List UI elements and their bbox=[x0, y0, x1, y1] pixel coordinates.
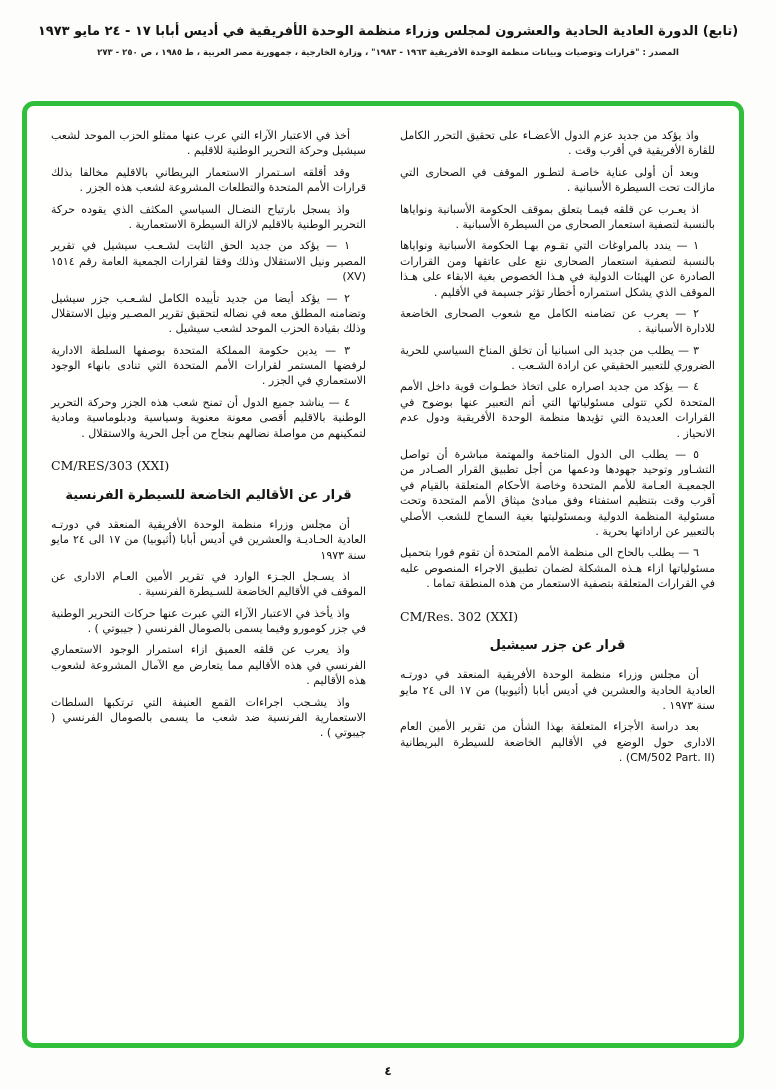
paragraph: ٢ — يؤكد أيضا من جديد تأييده الكامل لشـعـب جزر سيشيل وتضامنه المطلق معه في نضاله لتحقيق تقرير المصـير ونيل الاستقلال وذلك بقيادة الحزب الموحد لشعب سيشيل . bbox=[51, 291, 366, 336]
paragraph: ٣ — يطلب من جديد الى اسبانيا أن تخلق المناخ السياسي للحرية الضروري للتعبير الحقيقي عن ارادة الشـعب . bbox=[400, 343, 715, 373]
resolution-code-302: CM/Res. 302 (XXI) bbox=[400, 608, 519, 624]
page-title: (تابع) الدورة العادية الحادية والعشرون لمجلس وزراء منظمة الوحدة الأفريقية في أديس أبابا ١٧ - ٢٤ مايو ١٩٧٣ bbox=[37, 24, 739, 39]
paragraph: واذ يأخذ في الاعتبار الآراء التي عبرت عنها حركات التحرير الوطنية في جزر كومورو وفيما يسمى بالصومال الفرنسي ( جيبوتي ) . bbox=[51, 606, 366, 636]
page-number: ٤ bbox=[384, 1064, 392, 1078]
resolution-code-303: CM/RES/303 (XXI) bbox=[51, 458, 170, 474]
paragraph: واذ يؤكد من جديد عزم الدول الأعضـاء على تحقيق التحرر الكامل للقارة الأفريقية في أقرب وقت . bbox=[400, 129, 715, 158]
paragraph: أخذ في الاعتبار الآراء التي عرب عنها ممثلو الحزب الموحد لشعب سيشيل وحركة التحرير الوطنية للاقليم . bbox=[51, 129, 366, 158]
paragraph: بعد دراسة الأجزاء المتعلقة بهذا الشأن من تقرير الأمين العام الادارى حول الوضع في الأقاليم الخاضعة للسيطرة البريطانية (CM/502 Part. II) . bbox=[400, 720, 715, 765]
section-heading-french-territories: قرار عن الأقاليم الخاضعة للسيطرة الفرنسية bbox=[65, 487, 352, 503]
paragraph: ١ — يؤكد من جديد الحق الثابت لشـعـب سيشيل في تقرير المصير ونيل الاستقلال وذلك وفقا لقرارات الجمعية العامة رقم ١٥١٤ (XV) bbox=[51, 239, 366, 284]
column-right bbox=[400, 128, 715, 1035]
paragraph: اذ يسـجل الجـزء الوارد في تقرير الأمين العـام الادارى عن الموقف في الأقاليم الخاضعة للسـيطرة الفرنسية . bbox=[51, 569, 366, 599]
paragraph: وبعد أن أولى عناية خاصـة لتطـور الموقف في الصحارى التي مازالت تحت السيطرة الأسبانية . bbox=[400, 165, 715, 195]
paragraph: أن مجلس وزراء منظمة الوحدة الأفريقية المنعقد في دورتـه العادية الحادية والعشرين في أديس أبابا (أثيوبيا) من ١٧ الى ٢٤ مايو سنة ١٩٧٣ . bbox=[400, 668, 716, 713]
two-column-layout bbox=[51, 128, 715, 1035]
paragraph: وقد أقلقه اسـتمرار الاستعمار البريطاني بالاقليم مخالفا بذلك قرارات الأمم المتحدة والتطلعات المشروعة لشعب هذه الجزر . bbox=[51, 165, 366, 195]
paragraph: واذ يعرب عن قلقه العميق ازاء استمرار الوجود الاستعماري الفرنسي في هذه الأقاليم مما يتعارض مع الآمال المشروعة لشعوب هذه الأقاليم . bbox=[51, 643, 366, 688]
paragraph: اذ يعـرب عن قلقه فيمـا يتعلق بموقف الحكومة الأسبانية ونواياها بالنسبة لتصفية استعمار الصحارى من السيطرة الأسبانية . bbox=[400, 202, 715, 231]
paragraph: ٢ — يعرب عن تضامنه الكامل مع شعوب الصحارى الخاضعة للادارة الأسبانية . bbox=[400, 306, 715, 336]
paragraph: ٤ — يناشد جميع الدول أن تمنح شعب هذه الجزر وحركة التحرير الوطنية بالاقليم أقصى معونة معنوية وسياسية ودبلوماسية ومادية لتمكينهم من مواصلة نضالهم بنجاح من أجل الحرية والاستقلال . bbox=[51, 395, 366, 440]
content-frame bbox=[22, 101, 744, 1048]
paragraph: واذ يسجل بارتياح النضـال السياسي المكثف الذي يقوده حركة التحرير الوطنية بالاقليم لازالة السيطرة الاستعمارية . bbox=[51, 202, 366, 231]
page-header bbox=[0, 0, 776, 58]
paragraph: ٥ — يطلب الى الدول المتاخمة والمهتمة مباشرة أن تواصل التشـاور وتوحيد جهودها ودعمها من أجل تطبيق القرار الصـادر من الجمعيـة العـامة للأمم المتحدة وخاصة الأحكام المتعلقة بالقيام في أقرب وقت بتنظيم استفتاء وفق مبادئ ميثاق الأمم المتحدة وتحت مسئولية المنظمة الدولية وبمسئوليتها بغية السماح للشعب الأصلي بالتعبير عن اراداتها بحرية . bbox=[400, 448, 715, 538]
paragraph: واذ يشـجب اجراءات القمع العنيفة التي ترتكبها السلطات الاستعمارية الفرنسية ضد شعب ما يسمى بالصومال الفرنسي ( جيبوتي ) . bbox=[51, 695, 366, 740]
paragraph: ١ — يندد بالمراوغات التي تقـوم بهـا الحكومة الأسبانية ونواياها بالنسبة لتصفية استعمار الصحارى نتع على عاتقها ومن القرارات الصادرة عن الهيئات الدولية في هـذا الخصوص بغية الابقاء على هـذا الموقف الذي يشكل استمراره أخطار تؤثر جسيمة في الأقليم . bbox=[400, 239, 715, 299]
paragraph: ٦ — يطلب بالحاح الى منظمة الأمم المتحدة أن تقوم فورا بتحميل مسئولياتها ازاء هـذه المشكلة لضمان تطبيق الاجراء المنصوص عليه في القرارات المتعلقة بتصفية الاستعمار من هذه المنطقة تماما . bbox=[400, 546, 715, 591]
paragraph: ٣ — يدين حكومة المملكة المتحدة بوصفها السلطة الادارية لرفضها المستمر لقرارات الأمم المتحدة التي تنادى بانهاء الوجود الاستعماري في الجزر . bbox=[51, 343, 366, 388]
section-heading-seychelles: قرار عن جزر سيشيل bbox=[489, 638, 626, 654]
source-line: المصدر : "قرارات وتوصيات وبيانات منظمة الوحدة الأفريقية ١٩٦٣ - ١٩٨٣" ، وزارة الخارجية ، جمهورية مصر العربية ، ط ١٩٨٥ ، ص ٢٥٠ - ٢٧٣ bbox=[97, 48, 679, 58]
paragraph: أن مجلس وزراء منظمة الوحدة الأفريقية المنعقد في دورتـه العادية الحـاديـة والعشرين في أديس أبابا (أثيوبيا) من ١٧ الى ٢٤ مايو سنة ١٩٧٣ bbox=[51, 517, 367, 562]
column-left bbox=[51, 128, 366, 1035]
paragraph: ٤ — يؤكد من جديد اصراره على اتخاذ خطـوات قوية داخل الأمم المتحدة لكي تتولى مسئولياتها التي أتم التعبير عنها بوضوح في القرارات العديدة التي تؤيدها منظمة الوحدة الأفريقية ودول عدم الانحياز . bbox=[400, 380, 715, 440]
